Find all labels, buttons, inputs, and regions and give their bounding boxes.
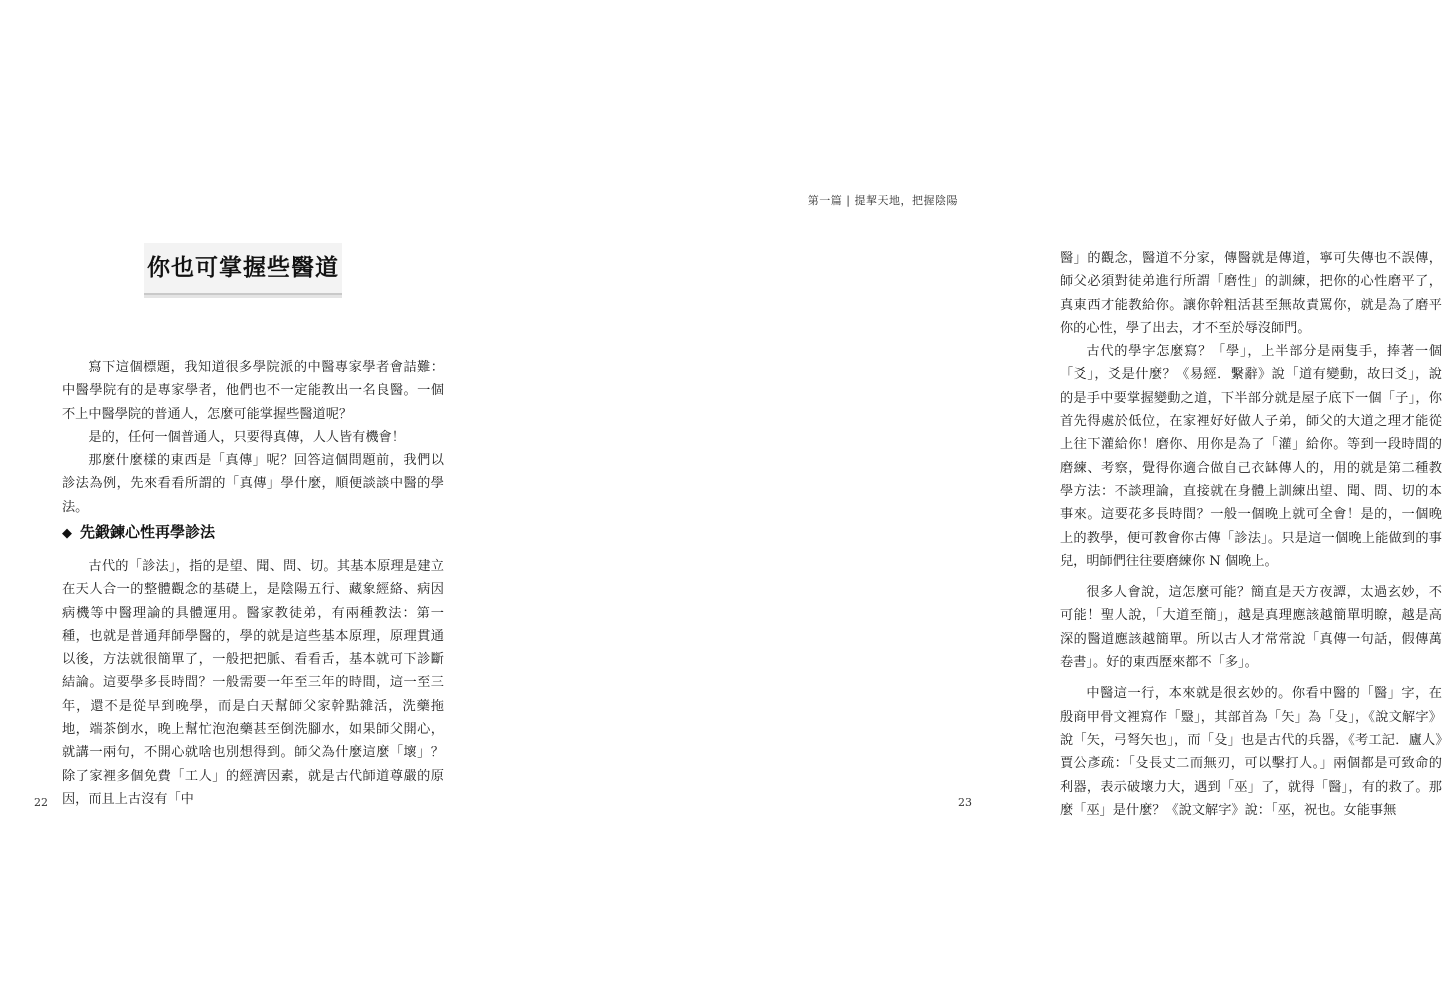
- intro-text: [62, 356, 444, 519]
- chapter-title-box: [144, 243, 342, 295]
- right-body-text: [1060, 247, 1442, 822]
- running-head: 第一篇 | 提挈天地，把握陰陽: [807, 194, 958, 207]
- diamond-bullet-icon: ◆: [62, 526, 72, 541]
- body-paragraph: 古代的「診法」，指的是望、聞、問、切。其基本原理是建立在天人合一的整體觀念的基礎上，是陰陽五行、藏象經絡、病因病機等中醫理論的具體運用。醫家教徒弟，有兩種教法：第一種，也就是普通拜師學醫的，學的就是這些基本原理，原理貫通以後，方法就很簡單了，一般把把脈、看看舌，基本就可下診斷結論。這要學多長時間？一般需要一年至三年的時間，這一至三年，還不是從早到晚學，而是白天幫師父家幹點雜活，洗藥拖地，端茶倒水，晚上幫忙泡泡藥甚至倒洗腳水，如果師父開心，就講一兩句，不開心就啥也別想得到。師父為什麼這麼「壞」？除了家裡多個免費「工人」的經濟因素，就是古代師道尊嚴的原因，而且上古沒有「中: [62, 559, 444, 807]
- body-paragraph: 很多人會說，這怎麼可能？簡直是天方夜譚，太過玄妙，不可能！聖人說，「大道至簡」，越是真理應該越簡單明瞭，越是高深的醫道應該越簡單。所以古人才常常說「真傳一句話，假傳萬卷書」。好的東西歷來都不「多」。: [1060, 585, 1442, 671]
- body-paragraph: 古代的學字怎麼寫？「學」，上半部分是兩隻手，捧著一個「爻」，爻是什麼？《易經．繫辭》說「道有變動，故曰爻」，說的是手中要掌握變動之道，下半部分就是屋子底下一個「子」，你首先得處於低位，在家裡好好做人子弟，師父的大道之理才能從上往下灌給你！磨你、用你是為了「灌」給你。等到一段時間的磨練、考察，覺得你適合做自己衣缽傳人的，用的就是第二種教學方法：不談理論，直接就在身體上訓練出望、聞、問、切的本事來。這要花多長時間？一般一個晚上就可全會！是的，一個晚上的教學，便可教會你古傳「診法」。只是這一個晚上能做到的事兒，明師們往往要磨練你 N 個晚上。: [1060, 344, 1442, 569]
- section-body-text: [62, 555, 444, 811]
- right-page: [500, 0, 1442, 1000]
- section-heading-text: 先鍛鍊心性再學診法: [80, 523, 216, 541]
- body-paragraph: 中醫這一行，本來就是很玄妙的。你看中醫的「醫」字，在殷商甲骨文裡寫作「毉」，其部首為「矢」為「殳」，《說文解字》說「矢，弓弩矢也」，而「殳」也是古代的兵器，《考工記．廬人》賈公彥疏：「殳長丈二而無刃，可以擊打人。」兩個都是可致命的利器，表示破壞力大，遇到「巫」了，就得「醫」，有的救了。那麼「巫」是什麼？《說文解字》說：「巫，祝也。女能事無: [1060, 686, 1442, 818]
- left-page: [0, 0, 500, 1000]
- intro-paragraph: 寫下這個標題，我知道很多學院派的中醫專家學者會詰難：中醫學院有的是專家學者，他們也不一定能教出一名良醫。一個不上中醫學院的普通人，怎麼可能掌握些醫道呢？: [62, 360, 444, 422]
- chapter-title: 你也可掌握些醫道: [147, 255, 339, 281]
- page-number-right: 23: [958, 796, 972, 809]
- intro-paragraph: 是的，任何一個普通人，只要得真傳，人人皆有機會！: [88, 429, 405, 445]
- intro-paragraph: 那麼什麼樣的東西是「真傳」呢？回答這個問題前，我們以診法為例，先來看看所謂的「真傳」學什麼，順便談談中醫的學法。: [62, 453, 444, 515]
- body-paragraph: 醫」的觀念，醫道不分家，傳醫就是傳道，寧可失傳也不誤傳，師父必須對徒弟進行所謂「磨性」的訓練，把你的心性磨平了，真東西才能教給你。讓你幹粗活甚至無故責罵你，就是為了磨平你的心性，學了出去，才不至於辱沒師門。: [1060, 251, 1442, 336]
- page-number-left: 22: [34, 796, 48, 809]
- section-heading: [62, 521, 215, 542]
